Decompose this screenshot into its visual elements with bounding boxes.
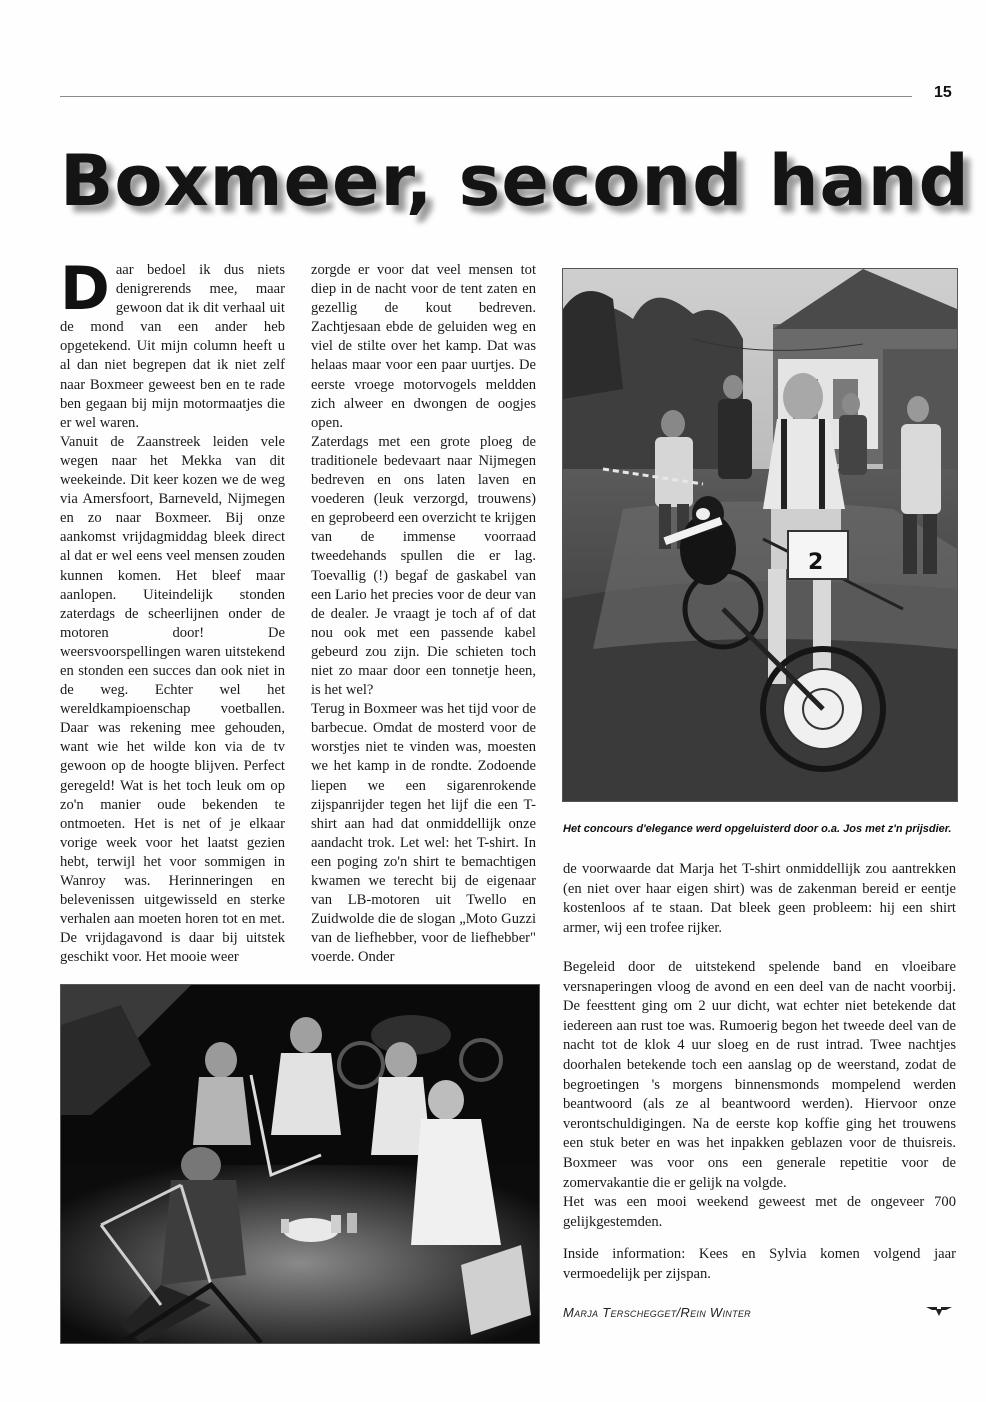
article-column-1 — [60, 254, 285, 967]
paragraph: aar bedoel ik dus niets denigrerends mee, maar gewoon dat ik dit verhaal uit de mond van een ander heb opgetekend. Uit mijn column heeft u al dan niet begrepen dat ik niet zelf naar Boxmeer geweest ben en te rade ben gegaan bij mijn motormaatjes die er wel waren. — [60, 262, 285, 431]
paragraph: Inside information: Kees en Sylvia komen volgend jaar vermoedelijk per zijspan. — [563, 1246, 956, 1282]
drop-cap: D — [60, 254, 110, 324]
paragraph: Begeleid door de uitstekend spelende band en vloeibare versnaperingen vloog de avond en een deel van de nacht voorbij. De feesttent ging om 2 uur dicht, wat echter niet betekende dat iedereen aan rust toe was. Rumoerig begon het tweede deel van de nacht tot de klok 4 uur sloeg en de rust intrad. Twee nachtjes doorhalen betekende toch een aanslag op de weerstand, zodat de begroetingen 's morgens binnensmonds mompelend werden beantwoord (als ze al beantwoord werden). Hiervoor onze verontschuldigingen. Na de eerste kop koffie ging het trouwens een stuk beter en was het inpakken geblazen voor de thuisreis. Boxmeer was voor ons een generale repetitie voor de zomervakantie die er gelijk na volgde. — [563, 959, 956, 1191]
paragraph: Terug in Boxmeer was het tijd voor de barbecue. Omdat de mosterd voor de worstjes niet te vinden was, moesten we het kamp in de rondte. Zodoende liepen we een sigarenrokende zijspanrijder tegen het lijf die een T-shirt aan had dat onmiddellijk onze aandacht trok. Let wel: het T-shirt. In een poging zo'n shirt te bemachtigen kwamen we terecht bij de eigenaar van LB-motoren uit Twello en Zuidwolde die de slogan „Moto Guzzi van de liefhebber, voor de liefhebber" voerde. Onder — [311, 701, 536, 966]
photo-bicycle-contest — [562, 268, 958, 802]
paragraph: de voorwaarde dat Marja het T-shirt onmiddellijk zou aantrekken (en niet over haar eigen shirt) was de zakenman bereid er eentje kostenloos af te staan. Dat bleek geen probleem: hij een shirt armer, wij een trofee rijker. — [563, 861, 956, 936]
wings-emblem-icon — [926, 1304, 952, 1318]
text-block-1 — [563, 860, 956, 938]
header-rule — [60, 96, 912, 97]
photo-campsite-night-image — [61, 985, 539, 1343]
author-byline: Marja Terschegget/Rein Winter — [563, 1305, 751, 1320]
article-column-2 — [311, 261, 536, 967]
photo-campsite-night — [60, 984, 540, 1344]
paragraph: Vanuit de Zaanstreek leiden vele wegen naar het Mekka van dit weekeinde. Dit keer kozen we de weg via Amersfoort, Barneveld, Nijmegen en zo naar Boxmeer. Bij onze aankomst vrijdagmiddag bleek direct al dat er wel eens veel mensen zouden kunnen komen. Het bleef maar aanlopen. Uiteindelijk stonden zaterdags de scheerlijnen onder de motoren door! De weersvoorspellingen waren uitstekend en stonden een succes dan ook niet in de weg. Echter wel het wereldkampioenschap voetballen. Daar was rekening mee gehouden, want wie het wilde kon via de tv gewoon op de hoogte blijven. Perfect geregeld! Wat is het toch leuk om op zo'n manier oude bekenden te ontmoeten. Het is net of je elkaar vorige week voor het laatst gezien hebt, terwijl het voor sommigen in Wanroy was. Herinneringen en belevenissen uitgewisseld en sterke verhalen aan moeten horen tot en met. De vrijdagavond is daar bij uitstek geschikt voor. Het mooie weer — [60, 433, 285, 966]
photo-bicycle-contest-image — [563, 269, 957, 801]
paragraph: zorgde er voor dat veel mensen tot diep in de nacht voor de tent zaten en gezellig de kout bedreven. Zachtjesaan ebde de geluiden weg en viel de stilte over het kamp. Dat was helaas maar voor een paar uurtjes. De eerste vroege motorvogels meldden zich alweer en dwongen de oogjes open. — [311, 262, 536, 431]
sign-number: 2 — [808, 550, 824, 575]
page-number: 15 — [934, 84, 952, 101]
text-block-3 — [563, 1245, 956, 1284]
article-title: Boxmeer, second hand — [60, 140, 970, 222]
paragraph: Het was een mooi weekend geweest met de ongeveer 700 gelijkgestemden. — [563, 1194, 956, 1230]
paragraph: Zaterdags met een grote ploeg de traditionele bedevaart naar Nijmegen bedreven en ons laten laven en voederen (leuk verzorgd, trouwens) en geprobeerd een overzicht te krijgen van de immense voorraad tweedehands spullen die er lag. Toevallig (!) begaf de gaskabel van een Lario het precies voor de deur van de dealer. Je vraagt je toch af of dat nou ook met een passende kabel gebeurd zou zijn. Die schieten toch niet zo maar door een tonnetje heen, is het wel? — [311, 433, 536, 699]
photo-caption: Het concours d'elegance werd opgeluisterd door o.a. Jos met z'n prijsdier. — [563, 823, 952, 835]
text-block-2 — [563, 958, 956, 1232]
